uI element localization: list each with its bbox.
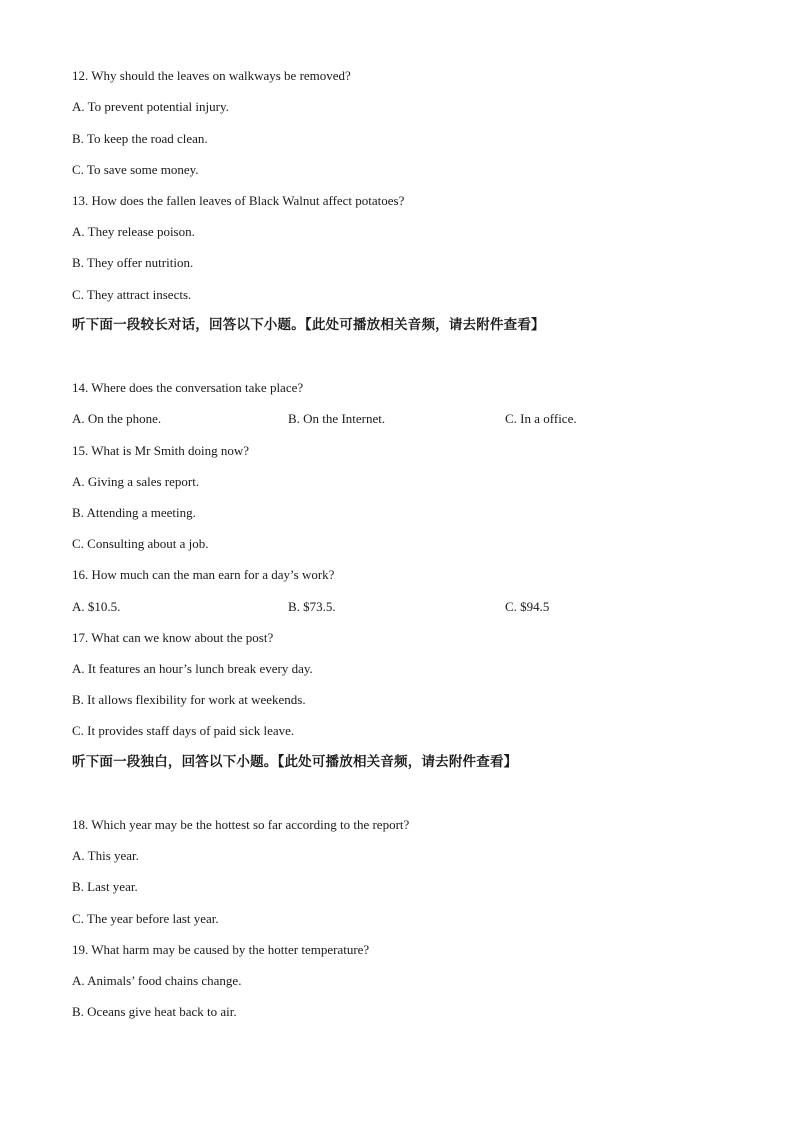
option-12c: C. To save some money. — [72, 162, 199, 177]
question-17: 17. What can we know about the post? — [72, 630, 274, 645]
listening-instruction-monologue: 听下面一段独白，回答以下小题。【此处可播放相关音频，请去附件查看】 — [72, 754, 518, 770]
option-19a: A. Animals’ food chains change. — [72, 973, 242, 988]
option-14a: A. On the phone. — [72, 411, 162, 426]
option-18b: B. Last year. — [72, 879, 138, 894]
option-13c: C. They attract insects. — [72, 287, 192, 302]
option-15c: C. Consulting about a job. — [72, 536, 209, 551]
option-12a: A. To prevent potential injury. — [72, 99, 229, 114]
options-row-14 — [0, 411, 794, 427]
option-13a: A. They release poison. — [72, 224, 195, 239]
question-12: 12. Why should the leaves on walkways be removed? — [72, 68, 351, 83]
option-16c: C. $94.5 — [505, 599, 550, 614]
listening-instruction-dialogue: 听下面一段较长对话，回答以下小题。【此处可播放相关音频，请去附件查看】 — [72, 317, 545, 333]
question-14: 14. Where does the conversation take place? — [72, 380, 304, 395]
option-16a: A. $10.5. — [72, 599, 121, 614]
option-18c: C. The year before last year. — [72, 911, 219, 926]
option-13b: B. They offer nutrition. — [72, 255, 194, 270]
option-15b: B. Attending a meeting. — [72, 505, 196, 520]
option-16b: B. $73.5. — [288, 599, 336, 614]
option-17c: C. It provides staff days of paid sick leave. — [72, 723, 295, 738]
option-19b: B. Oceans give heat back to air. — [72, 1004, 237, 1019]
option-18a: A. This year. — [72, 848, 139, 863]
option-17a: A. It features an hour’s lunch break every day. — [72, 661, 313, 676]
question-16: 16. How much can the man earn for a day’s work? — [72, 567, 335, 582]
option-14c: C. In a office. — [505, 411, 577, 426]
option-14b: B. On the Internet. — [288, 411, 386, 426]
option-12b: B. To keep the road clean. — [72, 131, 208, 146]
question-19: 19. What harm may be caused by the hotter temperature? — [72, 942, 370, 957]
options-row-16 — [0, 599, 794, 615]
question-13: 13. How does the fallen leaves of Black Walnut affect potatoes? — [72, 193, 405, 208]
option-15a: A. Giving a sales report. — [72, 474, 200, 489]
question-15: 15. What is Mr Smith doing now? — [72, 443, 250, 458]
question-18: 18. Which year may be the hottest so far according to the report? — [72, 817, 410, 832]
option-17b: B. It allows flexibility for work at weekends. — [72, 692, 306, 707]
